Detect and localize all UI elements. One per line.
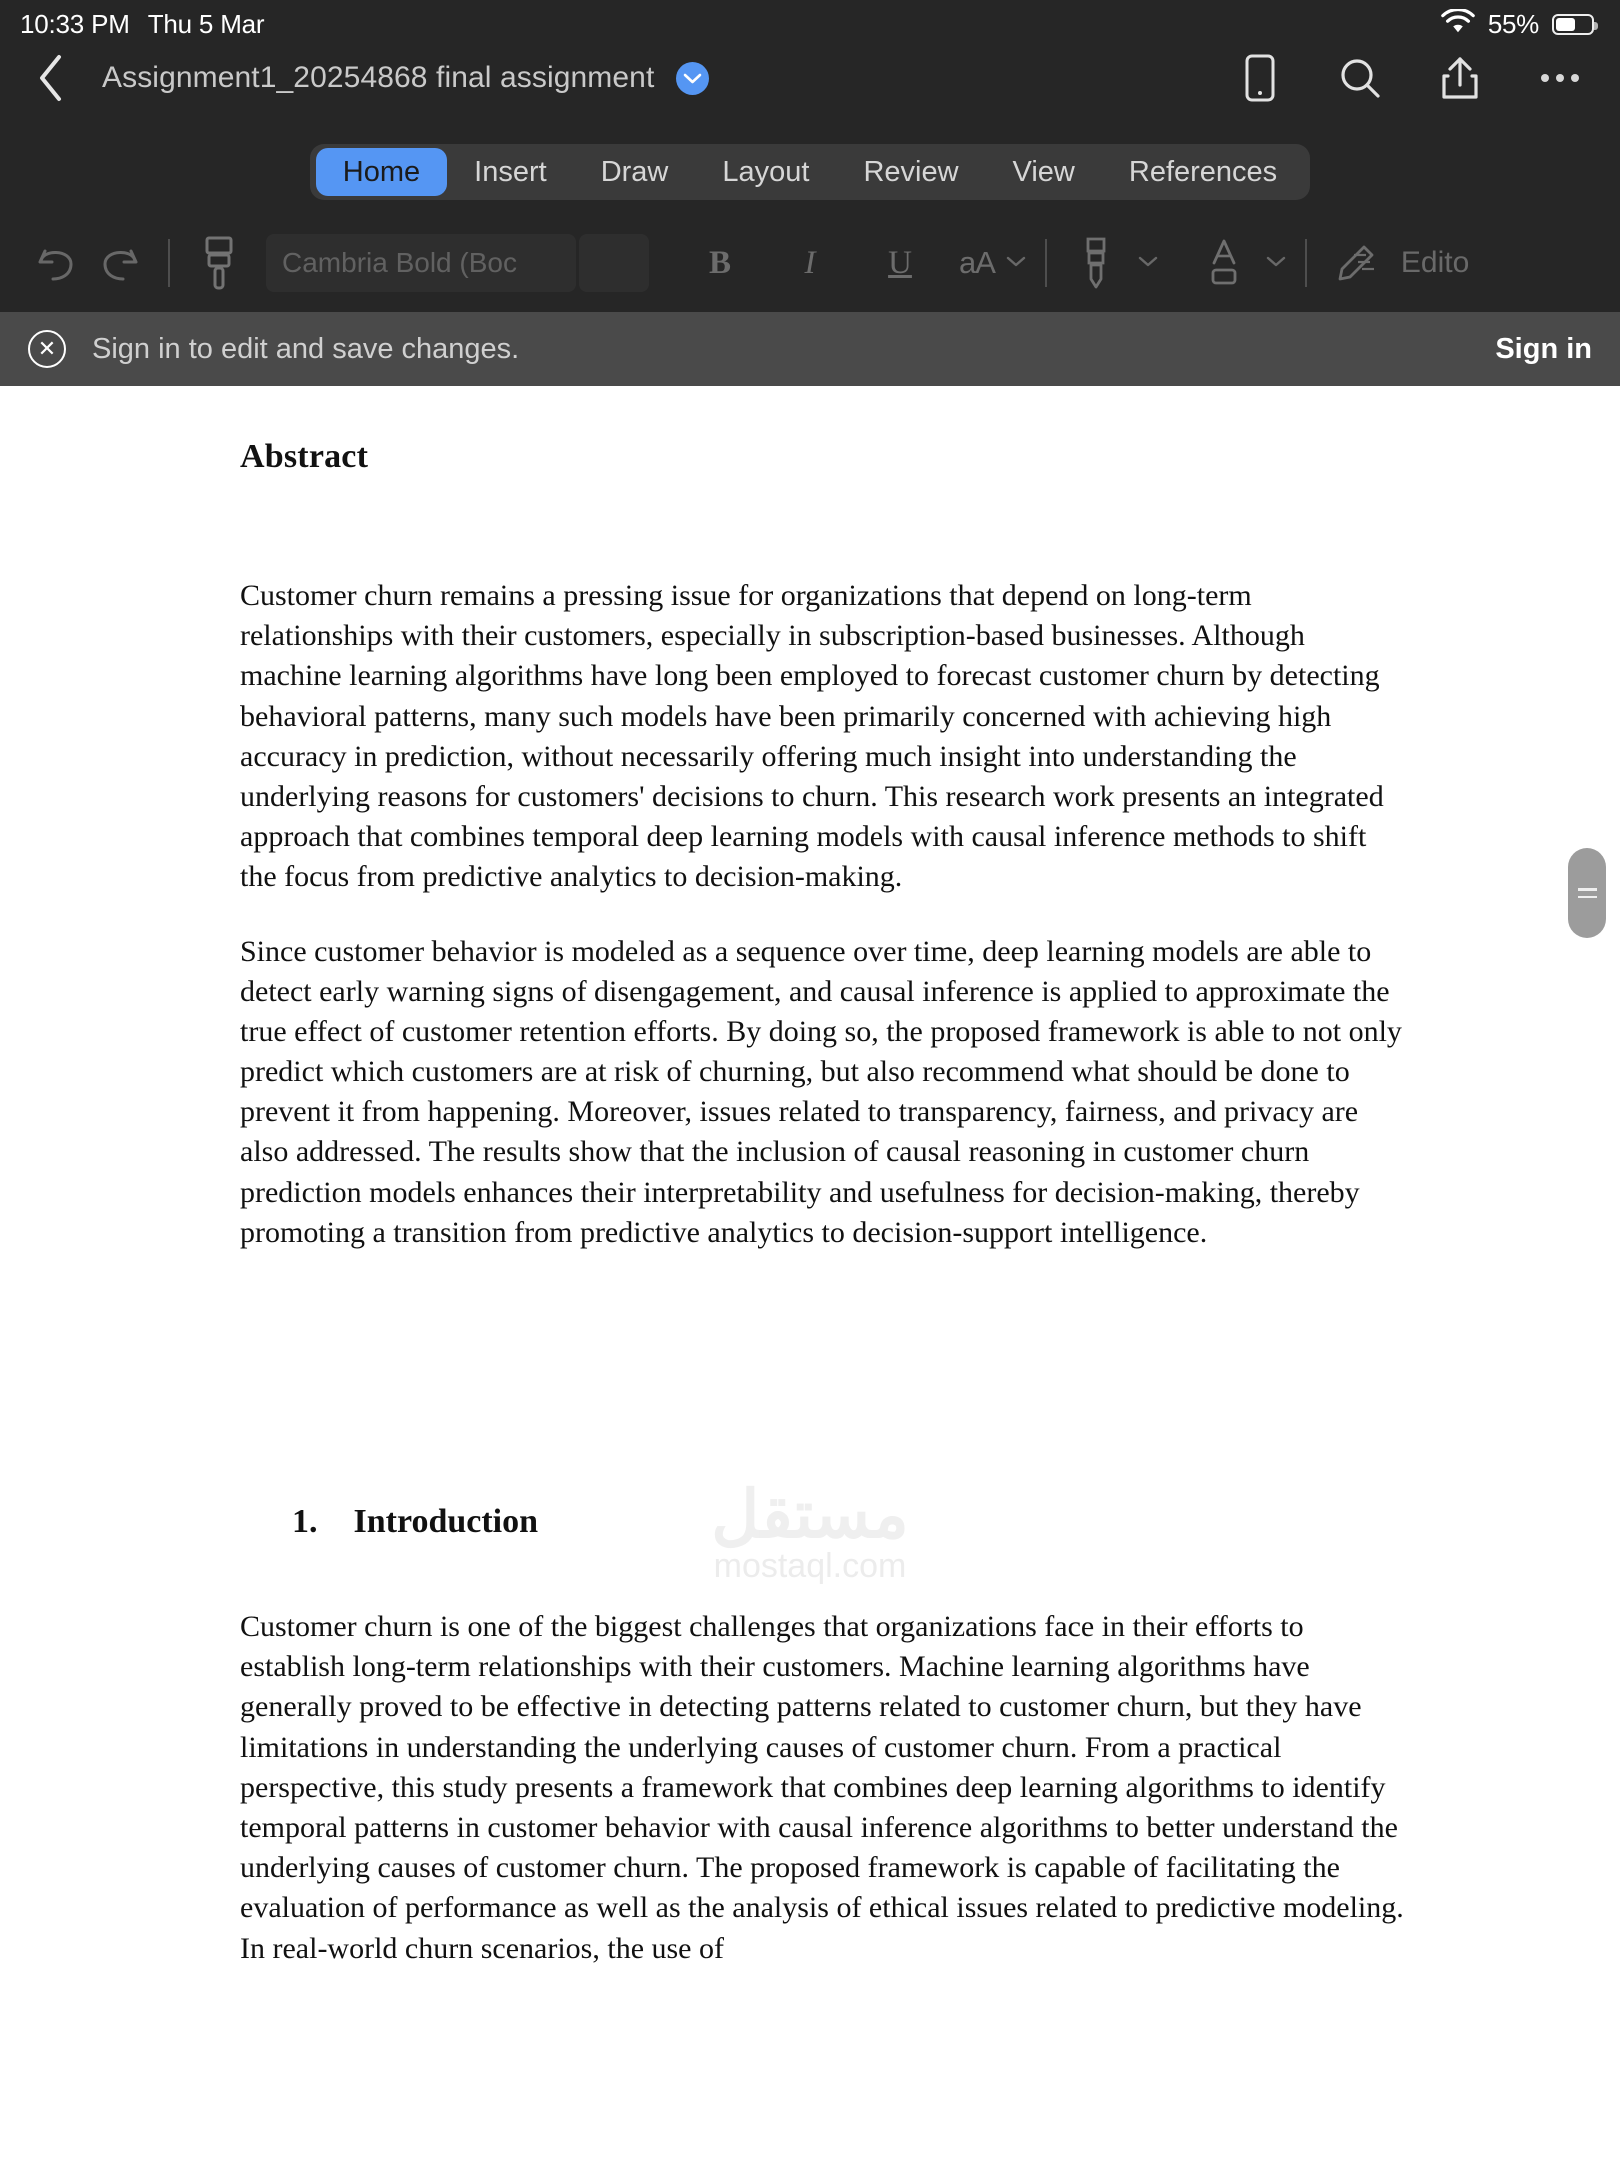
italic-label: I: [804, 244, 816, 281]
document-page: [0, 438, 1620, 1969]
document-canvas[interactable]: [0, 386, 1620, 2160]
heading-introduction: [240, 1503, 1405, 1541]
undo-icon[interactable]: [26, 232, 88, 294]
battery-icon: [1552, 14, 1594, 35]
underline-button[interactable]: [869, 232, 931, 294]
search-icon[interactable]: [1336, 54, 1384, 102]
tab-view[interactable]: View: [1012, 155, 1075, 188]
ribbon-tabs: [310, 144, 1310, 200]
bold-label: B: [708, 244, 731, 281]
editor-label: Edito: [1400, 246, 1470, 279]
redo-icon[interactable]: [88, 232, 150, 294]
tab-review[interactable]: Review: [863, 155, 959, 188]
close-icon[interactable]: ✕: [28, 330, 66, 368]
chevron-down-icon: [1005, 254, 1027, 273]
more-icon[interactable]: [1536, 54, 1584, 102]
toolbar-divider-3: [1305, 239, 1307, 287]
status-time: 10:33 PM: [20, 8, 130, 39]
abstract-paragraph-2: Since customer behavior is modeled as a sequence over time, deep learning models are able to detect early warning signs of disengagement, and causal inference is applied to approximate the true effect of customer retention efforts. By doing so, the proposed framework is able to not only predict which customers are at risk of churning, but also recommend what should be done to prevent it from happening. Moreover, issues related to transparency, fairness, and privacy are also addressed. The results show that the inclusion of causal reasoning in customer churn prediction models enhances their interpretability and usefulness for decision-making, thereby promoting a transition from predictive analytics to decision-support intelligence.: [240, 934, 1402, 1249]
mobile-view-icon[interactable]: [1236, 54, 1284, 102]
heading-introduction-number: 1.: [292, 1503, 318, 1540]
status-bar: [0, 0, 1620, 48]
font-name-field[interactable]: Cambria Bold (Boc: [266, 234, 576, 292]
status-bar-right: [1441, 9, 1594, 40]
sign-in-button[interactable]: Sign in: [1495, 332, 1592, 365]
formatting-toolbar: [0, 215, 1620, 311]
font-color-menu[interactable]: [1193, 232, 1287, 294]
highlighter-icon: [1065, 232, 1127, 294]
wifi-icon: [1441, 9, 1475, 40]
tab-draw[interactable]: Draw: [600, 155, 669, 188]
font-color-icon: [1193, 232, 1255, 294]
heading-introduction-label: Introduction: [353, 1503, 539, 1540]
ellipsis-dots: [1541, 74, 1579, 82]
tab-references[interactable]: References: [1128, 155, 1278, 188]
share-icon[interactable]: [1436, 54, 1484, 102]
toolbar-divider-2: [1045, 239, 1047, 287]
font-size-menu-label: aA: [959, 245, 995, 280]
signin-banner-message: Sign in to edit and save changes.: [92, 332, 520, 365]
chevron-down-icon: [1137, 254, 1159, 273]
status-bar-left: [20, 9, 264, 40]
chevron-left-icon: [36, 53, 66, 103]
introduction-paragraph-1: Customer churn is one of the biggest challenges that organizations face in their efforts to establish long-term relationships with their customers. Machine learning algorithms have generally proved to be effective in detecting patterns related to customer churn, but they have limitations in understanding the underlying causes of customer churn. From a practical perspective, this study presents a framework that combines deep learning algorithms to identify temporal patterns in customer behavior with causal inference algorithms to better understand the underlying causes of customer churn. The proposed framework is capable of facilitating the evaluation of performance as well as the analysis of ethical issues related to predictive modeling. In real-world churn scenarios, the use of: [240, 1610, 1404, 1965]
title-bar-actions: [1236, 54, 1596, 102]
ribbon-tabs-container: [0, 144, 1620, 206]
editor-pen-icon: [1325, 232, 1387, 294]
highlight-menu[interactable]: [1065, 232, 1159, 294]
title-bar: [0, 42, 1620, 114]
chevron-down-icon: [1265, 254, 1287, 273]
font-size-field[interactable]: [579, 234, 649, 292]
back-button[interactable]: [22, 49, 80, 107]
heading-abstract: Abstract: [240, 438, 369, 475]
title-status-badge[interactable]: [676, 62, 709, 95]
underline-label: U: [888, 244, 912, 281]
signin-banner: [0, 312, 1620, 386]
tab-home[interactable]: Home: [316, 148, 447, 196]
font-size-menu[interactable]: [959, 245, 1027, 281]
battery-percent: 55%: [1487, 8, 1539, 39]
toolbar-divider-1: [168, 239, 170, 287]
battery-fill: [1556, 18, 1575, 31]
format-painter-icon[interactable]: [188, 232, 250, 294]
watermark-mark: مستقل: [711, 1477, 909, 1551]
status-date: Thu 5 Mar: [147, 8, 265, 39]
tab-layout[interactable]: Layout: [722, 155, 810, 188]
scroll-handle[interactable]: [1568, 848, 1606, 938]
bold-button[interactable]: [689, 232, 751, 294]
abstract-paragraph-1: Customer churn remains a pressing issue for organizations that depend on long-term relationships with their customers, especially in subscription-based businesses. Although machine learning algorithms have long been employed to forecast customer churn by detecting behavioral patterns, many such models have been primarily concerned with achieving high accuracy in prediction, without necessarily offering much insight into understanding the underlying reasons for customers' decisions to churn. This research work presents an integrated approach that combines temporal deep learning models with causal inference methods to shift the focus from predictive analytics to decision-making.: [240, 579, 1384, 894]
document-title[interactable]: Assignment1_20254868 final assignment: [102, 61, 655, 94]
editor-button[interactable]: [1325, 232, 1469, 294]
tab-insert[interactable]: Insert: [474, 155, 547, 188]
watermark-text: mostaql.com: [713, 1547, 907, 1585]
italic-button[interactable]: [779, 232, 841, 294]
chevron-down-icon: [683, 72, 702, 85]
